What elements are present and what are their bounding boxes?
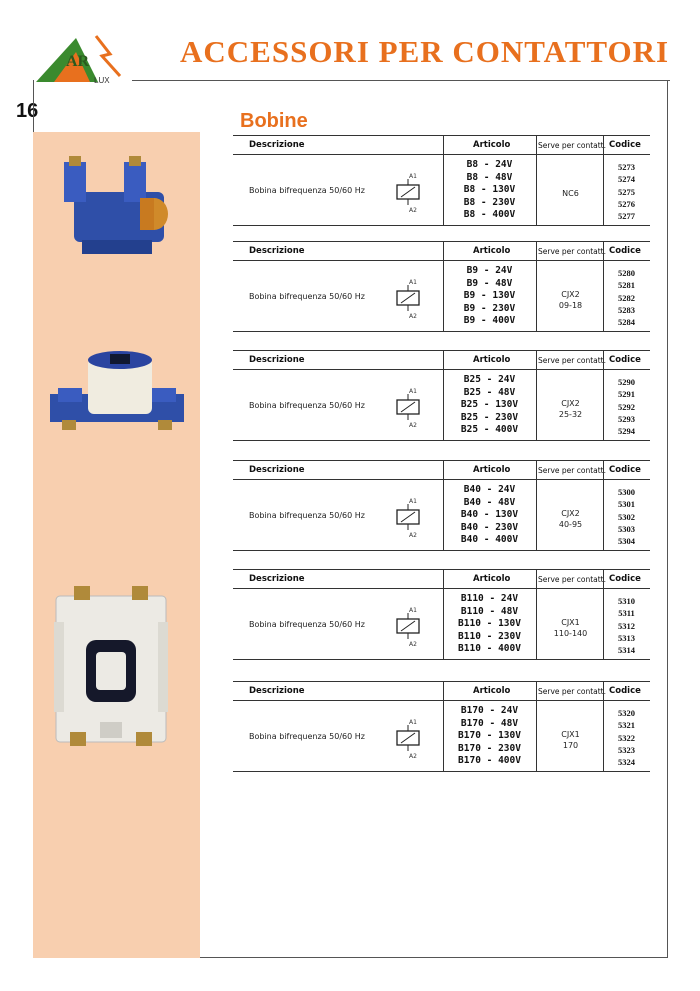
article-item: B9 - 24V — [466, 265, 513, 276]
coil-symbol-icon — [393, 603, 423, 649]
coil-table — [233, 681, 650, 772]
code-item: 5294 — [618, 426, 635, 437]
coil-symbol-icon — [393, 715, 423, 761]
table-header — [233, 350, 650, 370]
col-serve: Serve per contatt. — [538, 575, 607, 584]
article-list — [443, 265, 536, 328]
col-articolo: Articolo — [473, 686, 511, 696]
serve-line-1: CJX2 — [561, 399, 580, 408]
code-item: 5321 — [618, 720, 635, 731]
serve-line-2: 09-18 — [558, 301, 583, 310]
code-item: 5274 — [618, 174, 635, 185]
coil-label-a2: A2 — [409, 313, 417, 320]
article-item: B170 - 130V — [458, 730, 521, 742]
article-item: B8 - 130V — [463, 184, 516, 196]
coil-symbol-icon — [393, 275, 423, 321]
coil-label-a2: A2 — [409, 641, 417, 648]
col-descrizione: Descrizione — [249, 140, 305, 150]
article-item: B40 - 130V — [460, 509, 519, 521]
code-list — [603, 595, 650, 656]
serve-contattore — [538, 398, 603, 420]
article-item: B9 - 230V — [463, 302, 516, 314]
col-descrizione: Descrizione — [249, 246, 305, 256]
col-serve: Serve per contatt. — [538, 687, 607, 696]
code-item: 5303 — [618, 523, 635, 534]
article-item: B110 - 230V — [458, 630, 521, 642]
code-item: 5292 — [618, 401, 635, 412]
article-list — [443, 705, 536, 768]
coil-description: Bobina bifrequenza 50/60 Hz — [249, 732, 365, 741]
article-item: B110 - 400V — [458, 643, 521, 655]
article-item: B8 - 400V — [463, 209, 516, 221]
col-articolo: Articolo — [473, 574, 511, 584]
serve-contattore — [538, 508, 603, 530]
coil-label-a2: A2 — [409, 532, 417, 539]
table-row — [233, 370, 650, 441]
serve-line-1: CJX1 — [561, 730, 580, 739]
code-list — [603, 486, 650, 547]
coil-description: Bobina bifrequenza 50/60 Hz — [249, 401, 365, 410]
col-serve: Serve per contatt. — [538, 356, 607, 365]
article-item: B170 - 48V — [460, 717, 519, 729]
article-list — [443, 374, 536, 437]
article-item: B110 - 24V — [460, 593, 519, 604]
col-codice: Codice — [609, 355, 641, 365]
code-item: 5290 — [618, 377, 635, 387]
coil-description: Bobina bifrequenza 50/60 Hz — [249, 620, 365, 629]
col-articolo: Articolo — [473, 465, 511, 475]
article-item: B40 - 24V — [463, 484, 516, 495]
serve-line-1: CJX1 — [561, 618, 580, 627]
code-item: 5277 — [618, 211, 635, 222]
code-item: 5281 — [618, 280, 635, 291]
code-list — [603, 267, 650, 328]
code-item: 5323 — [618, 744, 635, 755]
coil-label-a1: A1 — [409, 719, 417, 726]
article-list — [443, 593, 536, 656]
article-item: B25 - 400V — [460, 424, 519, 436]
coil-table — [233, 350, 650, 441]
col-codice: Codice — [609, 465, 641, 475]
col-serve: Serve per contatt. — [538, 141, 607, 150]
coil-label-a2: A2 — [409, 207, 417, 214]
coil-label-a1: A1 — [409, 607, 417, 614]
col-descrizione: Descrizione — [249, 465, 305, 475]
col-codice: Codice — [609, 140, 641, 150]
code-item: 5314 — [618, 645, 635, 656]
code-item: 5304 — [618, 536, 635, 547]
article-item: B9 - 48V — [466, 277, 513, 289]
coil-description: Bobina bifrequenza 50/60 Hz — [249, 186, 365, 195]
code-item: 5283 — [618, 304, 635, 315]
col-descrizione: Descrizione — [249, 686, 305, 696]
code-item: 5282 — [618, 292, 635, 303]
code-item: 5320 — [618, 708, 635, 718]
serve-line-1: CJX2 — [561, 509, 580, 518]
b8-coil-product-image — [44, 152, 184, 260]
code-item: 5312 — [618, 620, 635, 631]
serve-contattore — [538, 617, 603, 639]
coil-symbol-icon — [393, 169, 423, 215]
code-list — [603, 376, 650, 437]
coil-label-a1: A1 — [409, 173, 417, 180]
code-item: 5280 — [618, 268, 635, 278]
col-descrizione: Descrizione — [249, 355, 305, 365]
col-codice: Codice — [609, 574, 641, 584]
col-descrizione: Descrizione — [249, 574, 305, 584]
b25-coil-product-image — [48, 348, 186, 440]
article-item: B8 - 24V — [466, 159, 513, 170]
table-row — [233, 589, 650, 660]
code-item: 5293 — [618, 413, 635, 424]
col-articolo: Articolo — [473, 355, 511, 365]
col-serve: Serve per contatt. — [538, 466, 607, 475]
serve-contattore — [538, 188, 603, 199]
coil-table — [233, 569, 650, 660]
serve-line-1: NC6 — [562, 189, 579, 198]
serve-line-2: 170 — [562, 741, 579, 750]
article-item: B25 - 24V — [463, 374, 516, 385]
table-header — [233, 569, 650, 589]
article-item: B110 - 130V — [458, 618, 521, 630]
table-row — [233, 155, 650, 226]
serve-line-2: 110-140 — [553, 629, 588, 638]
code-list — [603, 707, 650, 768]
svg-text:AR: AR — [66, 53, 90, 70]
code-item: 5311 — [618, 608, 635, 619]
col-serve: Serve per contatt. — [538, 247, 607, 256]
col-codice: Codice — [609, 686, 641, 696]
code-item: 5324 — [618, 757, 635, 768]
article-item: B170 - 400V — [458, 755, 521, 767]
coil-table — [233, 460, 650, 551]
table-header — [233, 135, 650, 155]
code-item: 5302 — [618, 511, 635, 522]
coil-label-a1: A1 — [409, 279, 417, 286]
svg-text:LUX: LUX — [94, 76, 110, 85]
serve-line-1: CJX2 — [561, 290, 580, 299]
coil-description: Bobina bifrequenza 50/60 Hz — [249, 511, 365, 520]
code-item: 5276 — [618, 198, 635, 209]
article-item: B8 - 48V — [466, 171, 513, 183]
coil-label-a2: A2 — [409, 753, 417, 760]
table-row — [233, 261, 650, 332]
article-item: B110 - 48V — [460, 605, 519, 617]
article-item: B9 - 130V — [463, 290, 516, 302]
article-item: B40 - 48V — [463, 496, 516, 508]
serve-line-2: 40-95 — [558, 520, 583, 529]
article-item: B170 - 230V — [458, 742, 521, 754]
serve-line-2: 25-32 — [558, 410, 583, 419]
code-item: 5313 — [618, 632, 635, 643]
article-item: B170 - 24V — [460, 705, 519, 716]
article-list — [443, 159, 536, 222]
code-list — [603, 161, 650, 222]
arlux-logo — [36, 32, 136, 86]
code-item: 5275 — [618, 186, 635, 197]
b110-coil-product-image — [52, 582, 170, 752]
table-row — [233, 480, 650, 551]
table-row — [233, 701, 650, 772]
article-item: B8 - 230V — [463, 196, 516, 208]
code-item: 5284 — [618, 317, 635, 328]
page-number: 16 — [16, 100, 39, 122]
coil-label-a1: A1 — [409, 498, 417, 505]
table-header — [233, 460, 650, 480]
article-item: B25 - 230V — [460, 411, 519, 423]
article-item: B9 - 400V — [463, 315, 516, 327]
article-item: B25 - 48V — [463, 386, 516, 398]
code-item: 5301 — [618, 499, 635, 510]
coil-label-a1: A1 — [409, 388, 417, 395]
serve-contattore — [538, 289, 603, 311]
table-header — [233, 241, 650, 261]
col-articolo: Articolo — [473, 246, 511, 256]
coil-symbol-icon — [393, 384, 423, 430]
coil-label-a2: A2 — [409, 422, 417, 429]
coil-table — [233, 241, 650, 332]
col-codice: Codice — [609, 246, 641, 256]
coil-symbol-icon — [393, 494, 423, 540]
section-title: Bobine — [240, 110, 308, 132]
page-header-title: ACCESSORI PER CONTATTORI — [180, 34, 670, 69]
code-item: 5273 — [618, 162, 635, 172]
coil-table — [233, 135, 650, 226]
code-item: 5310 — [618, 596, 635, 606]
code-item: 5322 — [618, 732, 635, 743]
serve-contattore — [538, 729, 603, 751]
table-header — [233, 681, 650, 701]
code-item: 5291 — [618, 389, 635, 400]
article-item: B25 - 130V — [460, 399, 519, 411]
article-list — [443, 484, 536, 547]
article-item: B40 - 400V — [460, 534, 519, 546]
col-articolo: Articolo — [473, 140, 511, 150]
code-item: 5300 — [618, 487, 635, 497]
coil-description: Bobina bifrequenza 50/60 Hz — [249, 292, 365, 301]
article-item: B40 - 230V — [460, 521, 519, 533]
